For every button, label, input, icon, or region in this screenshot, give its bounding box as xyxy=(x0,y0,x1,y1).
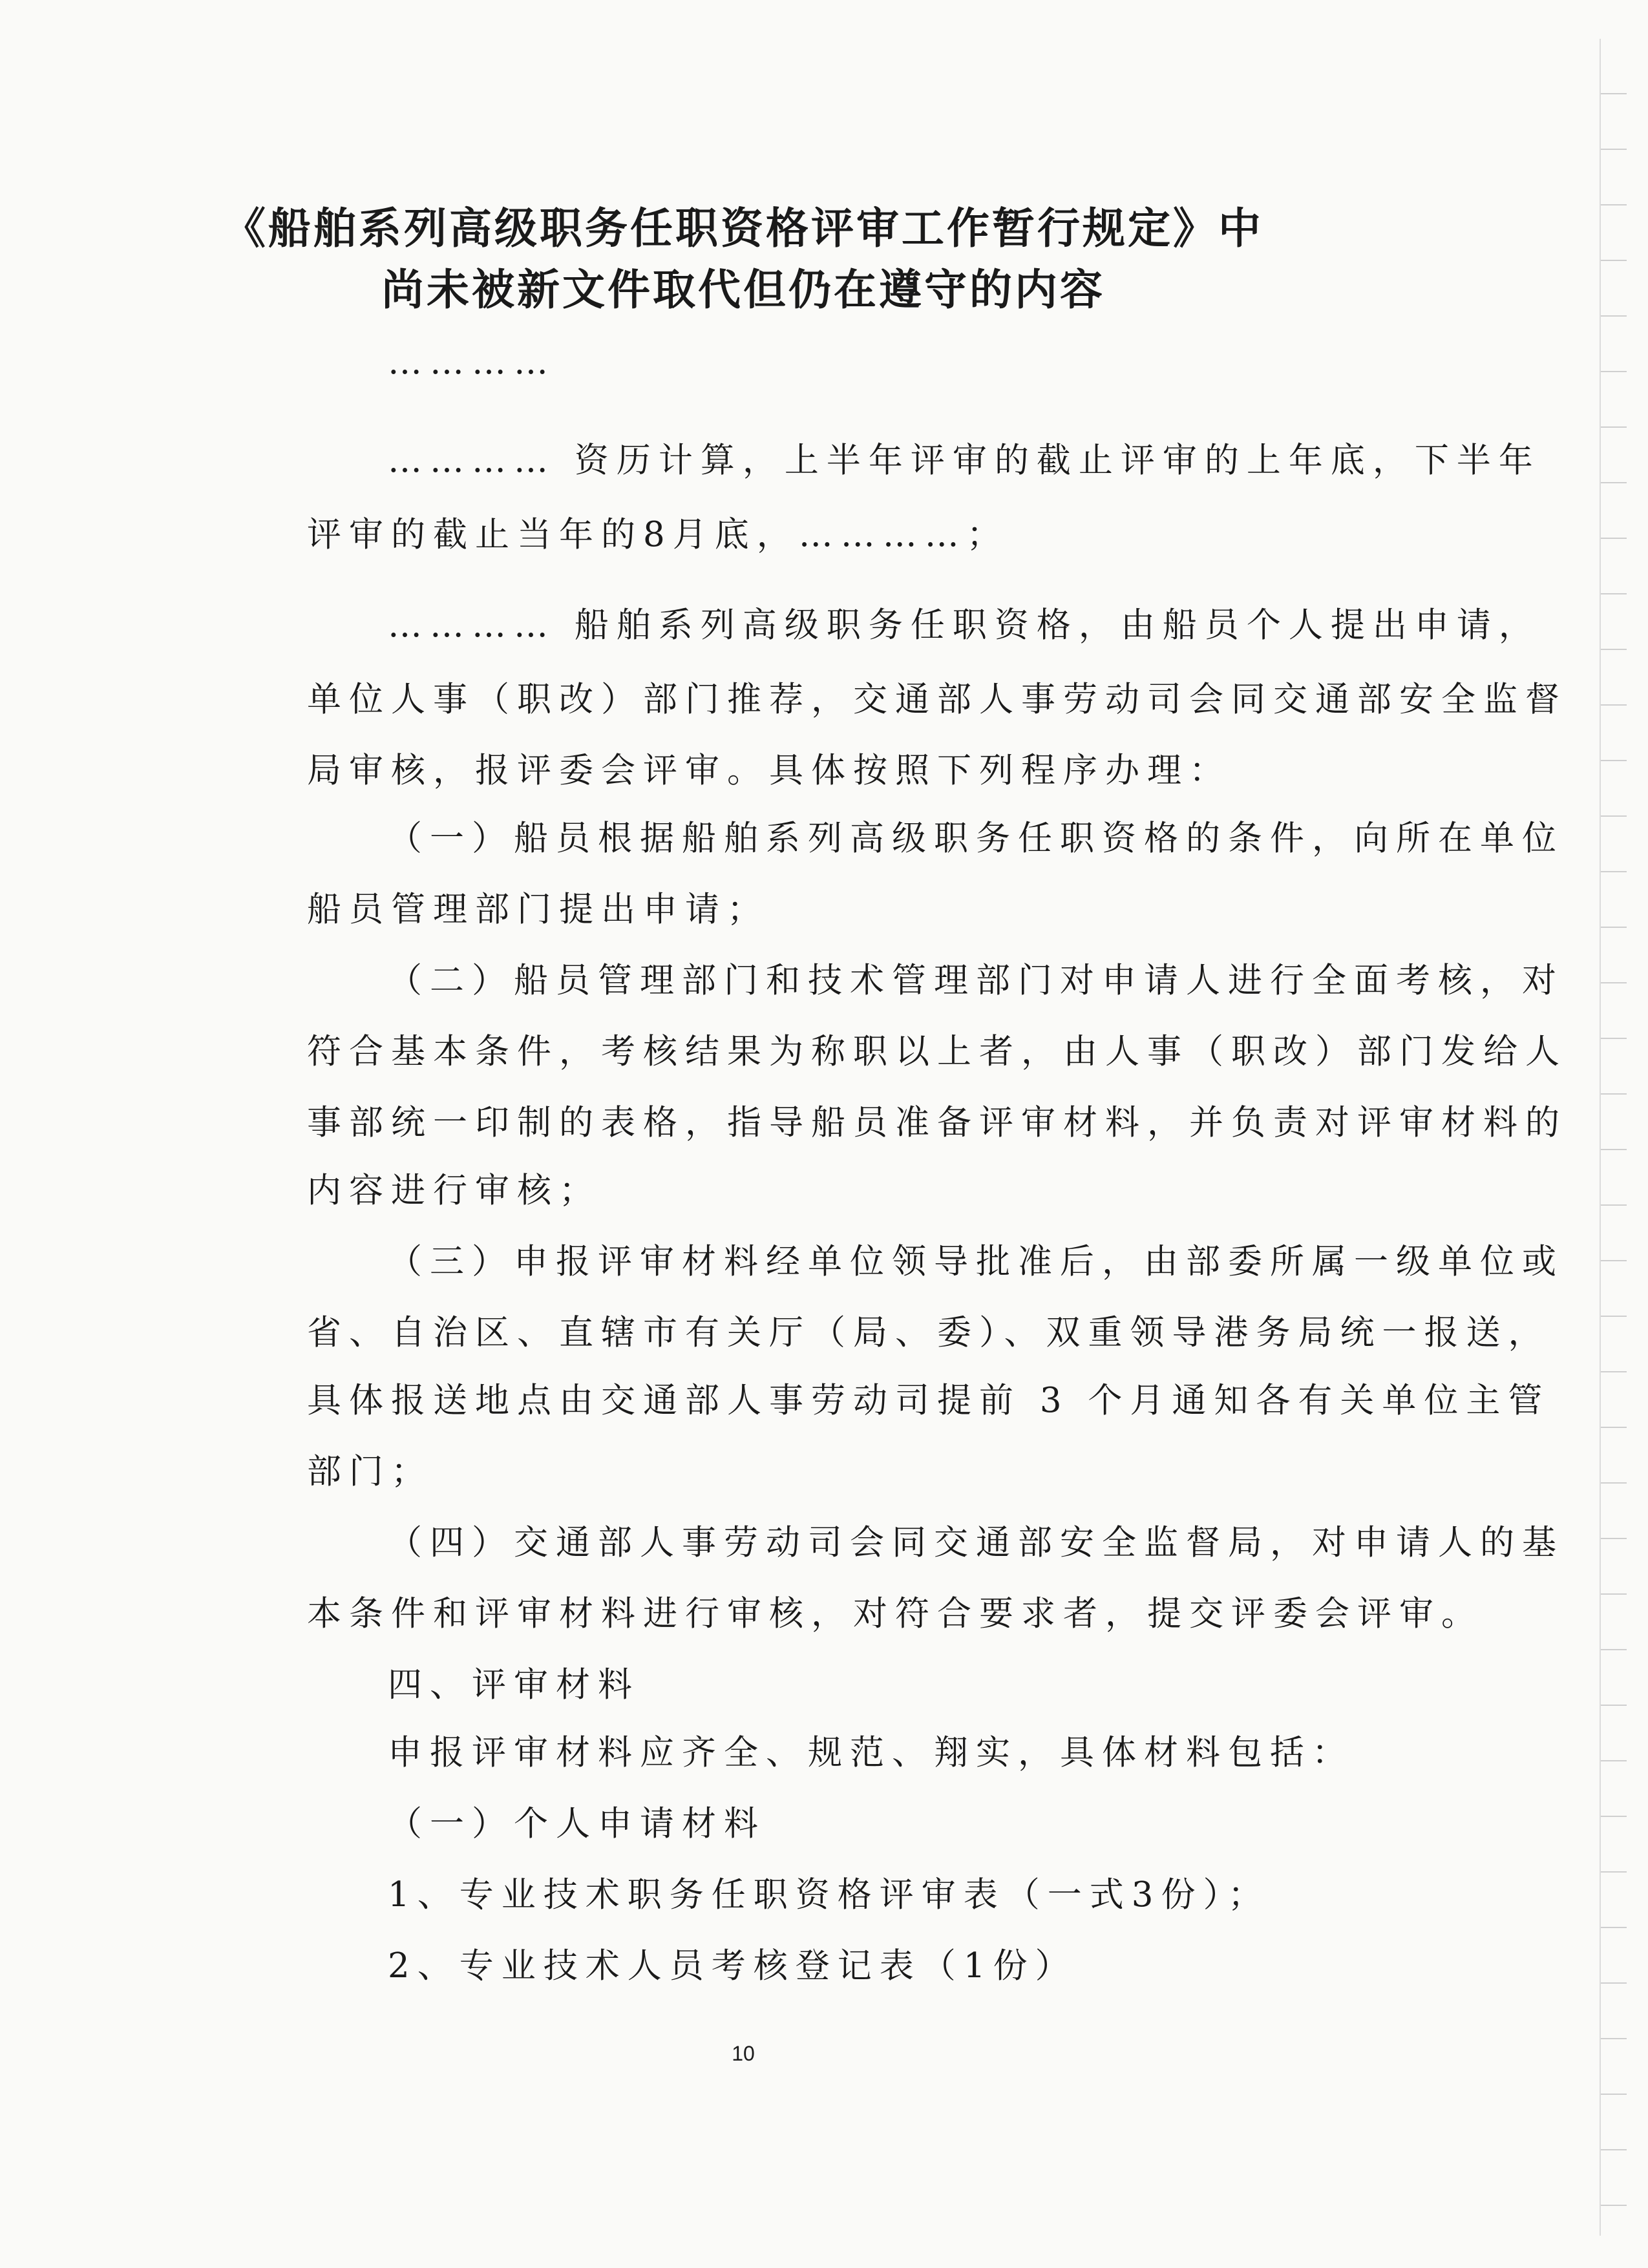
text-line: 内容进行审核； xyxy=(307,1171,601,1210)
text-line: 符合基本条件，考核结果为称职以上者，由人事（职改）部门发给人 xyxy=(307,1032,1567,1071)
text-line: ………… 资历计算，上半年评审的截止评审的上年底，下半年 xyxy=(388,441,1541,480)
text-line: （二）船员管理部门和技术管理部门对申请人进行全面考核，对 xyxy=(388,961,1564,1000)
text-line: （四）交通部人事劳动司会同交通部安全监督局，对申请人的基 xyxy=(388,1523,1564,1562)
text-line: ………… xyxy=(388,342,556,382)
text-line: 本条件和评审材料进行审核，对符合要求者，提交评委会评审。 xyxy=(307,1594,1483,1633)
text-line: 评审的截止当年的8月底，…………； xyxy=(307,515,1009,554)
text-line: （三）申报评审材料经单位领导批准后，由部委所属一级单位或 xyxy=(388,1242,1564,1281)
list-item: 2、专业技术人员考核登记表（1份） xyxy=(388,1946,1077,1986)
subsection-heading: （一）个人申请材料 xyxy=(388,1804,766,1843)
document-title-line-1: 《船舶系列高级职务任职资格评审工作暂行规定》中 xyxy=(223,203,1263,253)
text-line: 事部统一印制的表格，指导船员准备评审材料，并负责对评审材料的 xyxy=(307,1103,1567,1142)
document-title-line-2: 尚未被新文件取代但仍在遵守的内容 xyxy=(381,264,1105,315)
text-line: 申报评审材料应齐全、规范、翔实，具体材料包括： xyxy=(388,1733,1354,1772)
text-line: 部门； xyxy=(307,1452,433,1491)
list-item: 1、专业技术职务任职资格评审表（一式3份）； xyxy=(388,1875,1270,1915)
text-line: 具体报送地点由交通部人事劳动司提前 3 个月通知各有关单位主管 xyxy=(307,1381,1550,1420)
text-line: （一）船员根据船舶系列高级职务任职资格的条件，向所在单位 xyxy=(388,819,1564,858)
text-line: 省、自治区、直辖市有关厅（局、委）、双重领导港务局统一报送， xyxy=(307,1313,1550,1352)
section-heading: 四、评审材料 xyxy=(388,1665,640,1705)
text-line: 船员管理部门提出申请； xyxy=(307,890,769,929)
text-line: 单位人事（职改）部门推荐，交通部人事劳动司会同交通部安全监督 xyxy=(307,680,1567,719)
text-line: 局审核，报评委会评审。具体按照下列程序办理： xyxy=(307,751,1231,790)
page-number: 10 xyxy=(732,2042,755,2065)
text-line: ………… 船舶系列高级职务任职资格，由船员个人提出申请， xyxy=(388,605,1541,645)
binding-edge xyxy=(1600,39,1627,2236)
